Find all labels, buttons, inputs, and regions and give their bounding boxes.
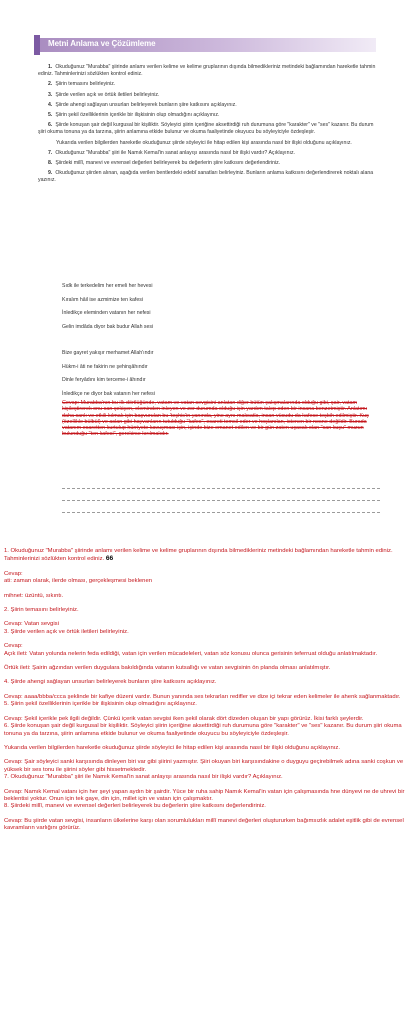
answer-8: Cevap: Bu şiirde vatan sevgisi, insanların ülkelerine karşı olan sorumlulukları millî manevi değerleri oluştururken bağımsızlık adalet eşitlik gibi de evrensel kavramların varlığını görürüz. bbox=[4, 817, 404, 832]
spacer bbox=[4, 564, 409, 571]
spacer bbox=[4, 738, 409, 745]
section-header bbox=[36, 38, 376, 52]
stanza-gap bbox=[62, 337, 322, 350]
book-question-1: 1. Okuduğunuz "Murabba" şiirinde anlamı verilen kelime ve kelime gruplarının dışında bilmedikleriniz metindeki bağlamından hareketle tahmin ediniz. Tahminlerinizi sözlükten kontrol ediniz. bbox=[38, 64, 376, 78]
answer-text: Cevap: Murabba'nın bu ilk dörtlüğünde, vatam ve vatan sevgisini anlatan diğer bütün çalışmalarında olduğu gibi, şair, vatam kişileştirerek onu can çekişen, eleminden inleyen ve zor durumda olduğu için yardım talep eden bir insana benzetmiştir. Anlatımı daha canlı ve etkili kılmak için başvurulan bu 'teşhis'in yanında, yine aynı maksatla, insan vücudu da kafese teşbih edilmiştir. Kuş (özellikle bülbül) ve aslan gibi hayvanların tutulduğu "kafes", esareti temsil eder ve hoşlanılan, istenen bir nesne değildir. Burada vatanım esaretten kurtulup hürriyete kavuşması için, içinde bize emanet edilen ve bir gün zaten uçacak olan "can kuşu" muzun bulunduğu "ten kafesi", gerekirse kırılmalıdır. bbox=[62, 400, 369, 438]
poem-line: Gelin imdâda diyor bak budur Allah sesi bbox=[62, 323, 154, 330]
spacer bbox=[4, 600, 409, 607]
poem-line: Hükm-i âti ne fakirin ne şehinşâhındır bbox=[62, 363, 148, 370]
poem bbox=[62, 283, 322, 404]
book-question-2: 2. Şiirin temasını belirleyiniz. bbox=[48, 81, 116, 88]
spacer bbox=[4, 752, 409, 759]
spacer bbox=[4, 782, 409, 789]
quote-mark: 66 bbox=[105, 555, 114, 563]
spacer bbox=[4, 586, 409, 593]
poem-line: Bize gayret yakışır merhamet Allah'ındır bbox=[62, 350, 154, 356]
answer-3-label: Cevap: bbox=[4, 643, 23, 650]
book-questions bbox=[38, 64, 378, 188]
dotted-line bbox=[62, 512, 380, 513]
book-question-9: 9. Okuduğunuz şiirden alınan, aşağıda verilen bentlerdeki edebî sanatları belirleyiniz. Bunların anlama katkısını değerlendirerek noktalı alana yazınız. bbox=[38, 170, 374, 184]
dotted-line bbox=[62, 488, 380, 489]
poem-line: İnledikçe ne diyor bak vatanın her nefesi bbox=[62, 390, 155, 397]
typed-answers bbox=[4, 548, 409, 833]
answer-5: Cevap: Şekil içerikle pek ilgili değildir. Çünkü içerik vatan sevgisi iken şekil olarak dört dizeden oluşan bir yapı görürüz. İkisi farklı şeylerdir. bbox=[4, 715, 364, 722]
question-8: 8. Şiirdeki millî, manevi ve evrensel değerleri belirleyerek bu değerlerin şiire katkısını değerlendiriniz. bbox=[4, 803, 266, 810]
poem-line: Dinle feryâdını kim terceme-i âhındır bbox=[62, 377, 146, 383]
question-5: 5. Şiirin şekil özelliklerinin içerikle bir ilişkisinin olup olmadığını açıklayınız. bbox=[4, 701, 197, 708]
spacer bbox=[4, 658, 409, 665]
handwritten-answer bbox=[62, 400, 380, 438]
spacer bbox=[4, 811, 409, 818]
spacer bbox=[4, 672, 409, 679]
section-title: Metni Anlama ve Çözümleme bbox=[48, 39, 156, 48]
book-question-8: 8. Şiirdeki millî, manevi ve evrensel değerleri belirleyerek bu değerlerin şiire katkısını değerlendiriniz. bbox=[48, 160, 281, 167]
book-question-6: 6. Şiirde konuşan şair değil kurgusal bir kişiliktir. Söyleyici şiirin içeriğine aksettirdiği ruh durumuna göre "karakter" ve "ses" kazanır. Bu durum şiiri okuma tonuna ya da tarzına, şiirin anlamına etkide bulunur ve okuma faaliyetinde okuyucu bu söyleyiciyle özdeşleşir. bbox=[38, 122, 374, 136]
book-intro: Yukarıda verilen bilgilerden hareketle okuduğunuz şiirde söyleyici ile hitap edilen kişi arasında nasıl bir ilişki olduğunu açıklayınız. bbox=[56, 139, 352, 146]
book-question-7: 7. Okuduğunuz "Murabba" şiiri ile Namık Kemal'in sanat anlayışı arasında nasıl bir ilişki vardır? Açıklayınız. bbox=[48, 149, 295, 156]
spacer bbox=[4, 614, 409, 621]
answer-2: Cevap: Vatan sevgisi bbox=[4, 621, 59, 628]
spacer bbox=[4, 709, 409, 716]
answer-4: Cevap: aaaa/bbba/ccca şeklinde bir kafiye düzeni vardır. Bunun yanında ses tekrarları redifler ve dize içi tekrar eden kelimeler ile ahenk sağlanmaktadır. bbox=[4, 693, 401, 700]
answer-1-line-1: ati: zaman olarak, ilerde olması, gerçekleşmesi beklenen bbox=[4, 578, 152, 585]
question-2: 2. Şiirin temasını belirleyiniz. bbox=[4, 607, 79, 614]
header-accent bbox=[34, 35, 40, 55]
book-question-3: 3. Şiirde verilen açık ve örtük iletileri belirleyiniz. bbox=[48, 91, 160, 98]
answer-6: Cevap: Şair söyleyici sanki karşısında dinleyen biri var gibi şiirini yazmıştır. Şiiri okuyan biri karşısındakine o duyguyu geçirebilmek adına sanki coşkun ve yüksek bir ses tonu ile şiirini söyler gibi hissetmektedir. bbox=[4, 759, 404, 773]
poem-line: İnledikçe eleminden vatanın her nefesi bbox=[62, 310, 151, 316]
question-3: 3. Şiirde verilen açık ve örtük iletileri belirleyiniz. bbox=[4, 628, 129, 635]
question-6: 6. Şiirde konuşan şair değil kurgusal bir kişiliktir. Söyleyici şiirin içeriğine aksettirdiği ruh durumuna göre "karakter" ve "ses" kazanır. Bu durum şiiri okuma tonuna ya da tarzına, şiirin anlamına etkide bulunur ve okuma faaliyetinde okuyucu bu söyleyiciyle özdeşleşir. bbox=[4, 723, 402, 737]
spacer bbox=[4, 687, 409, 694]
answer-3-hidden: Örtük ileti: Şairin ağzından verilen duygulara bakıldığında vatanın kutsallığı ve vatan sevgisinin ön planda olması anlatılmıştır. bbox=[4, 665, 331, 672]
question-1: 1. Okuduğunuz "Murabba" şiirinde anlamı verilen kelime ve kelime gruplarının dışında bilmedikleriniz metindeki bağlamından hareketle tahmin ediniz. Tahminlerinizi sözlükten kontrol ediniz. 66 bbox=[4, 548, 393, 563]
book-question-5: 5. Şiirin şekil özelliklerinin içerikle bir ilişkisinin olup olmadığını açıklayınız. bbox=[48, 112, 220, 119]
poem-line: Sıdk ile terkedelim her emeli her hevesi bbox=[62, 283, 153, 289]
poem-line: Kıralım hâil ise azmimize ten kafesi bbox=[62, 296, 144, 303]
question-7: 7. Okuduğunuz "Murabba" şiiri ile Namık Kemal'in sanat anlayışı arasında nasıl bir ilişki vardır? Açıklayınız. bbox=[4, 774, 283, 781]
dotted-line bbox=[62, 500, 380, 501]
answer-7: Cevap: Namık Kemal vatanı için her şeyi yapan aydın bir şairdir. Yüce bir ruha sahip Namık Kemal'in vatan için çalışmasında hne dünyevi ne de uhrevi bir beklentisi yoktur. Onun için tek gaye, din için, millet için ve vatan için çalışmaktır. bbox=[4, 788, 405, 802]
book-question-4: 4. Şiirde ahengi sağlayan unsurları belirleyerek bunların şiire katkısını açıklayınız. bbox=[48, 101, 237, 108]
question-4: 4. Şiirde ahengi sağlayan unsurları belirleyerek bunların şiire katkısını açıklayınız. bbox=[4, 679, 217, 686]
question-6-intro: Yukarıda verilen bilgilerden hareketle okuduğunuz şiirde söyleyici ile hitap edilen kişi arasında nasıl bir ilişki olduğunu açıklayınız. bbox=[4, 744, 340, 751]
answer-3-open: Açık ileti: Vatan yolunda nelerin feda edildiği, vatan için verilen mücadeleleri, vatan söz konusu olunca gerisinin teferruat olduğu anlatılmaktadır. bbox=[4, 650, 378, 657]
answer-1-line-2: mihnet: üzüntü, sıkıntı. bbox=[4, 592, 64, 599]
spacer bbox=[4, 636, 409, 643]
answer-1-label: Cevap: bbox=[4, 570, 23, 577]
